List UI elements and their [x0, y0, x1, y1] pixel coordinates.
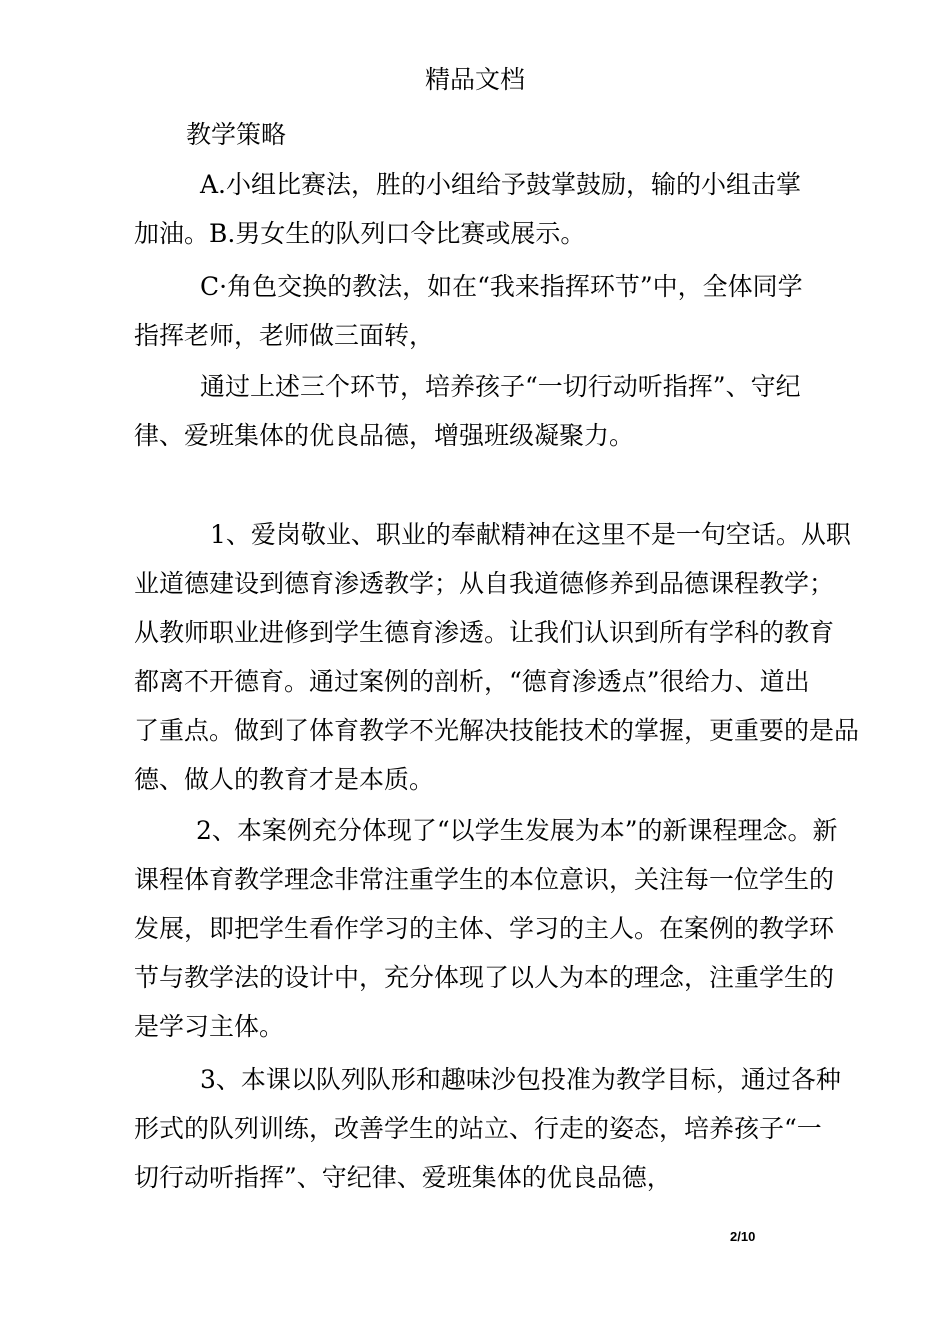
page-number: 2/10 [730, 1229, 756, 1244]
comment-2: 2、本案例充分体现了“以学生发展为本”的新课程理念。新 课程体育教学理念非常注重学生的本位意识，关注每一位学生的 发展，即把学生看作学习的主体、学习的主人。在案例的教学环 节与教学法的设计中，充分体现了以人为本的理念，注重学生的 是学习主体。 [134, 816, 838, 1041]
page-header: 精品文档 [424, 65, 525, 94]
strategy-item-c: C·角色交换的教法，如在“我来指挥环节”中，全体同学 指挥老师，老师做三面转， [134, 272, 803, 350]
comment-1: 1、爱岗敬业、职业的奉献精神在这里不是一句空话。从职 业道德建设到德育渗透教学；从自我道德修养到品德课程教学； 从教师职业进修到学生德育渗透。让我们认识到所有学科的教育 都离不开德育。通过案例的剖析，“德育渗透点”很给力、道出 了重点。做到了体育教学不光解决技能技术的掌握，更重要的是品 德、做人的教育才是本质。 [134, 520, 860, 794]
strategy-summary: 通过上述三个环节，培养孩子“一切行动听指挥”、守纪 律、爱班集体的优良品德，增强班级凝聚力。 [134, 372, 801, 450]
strategy-heading: 教学策略 [186, 120, 287, 149]
comment-3: 3、本课以队列队形和趣味沙包投准为教学目标，通过各种 形式的队列训练，改善学生的站立、行走的姿态，培养孩子“一 切行动听指挥”、守纪律、爱班集体的优良品德， [134, 1065, 841, 1192]
strategy-item-ab: A.小组比赛法，胜的小组给予鼓掌鼓励，输的小组击掌 加油。B.男女生的队列口令比赛或展示。 [134, 170, 802, 248]
